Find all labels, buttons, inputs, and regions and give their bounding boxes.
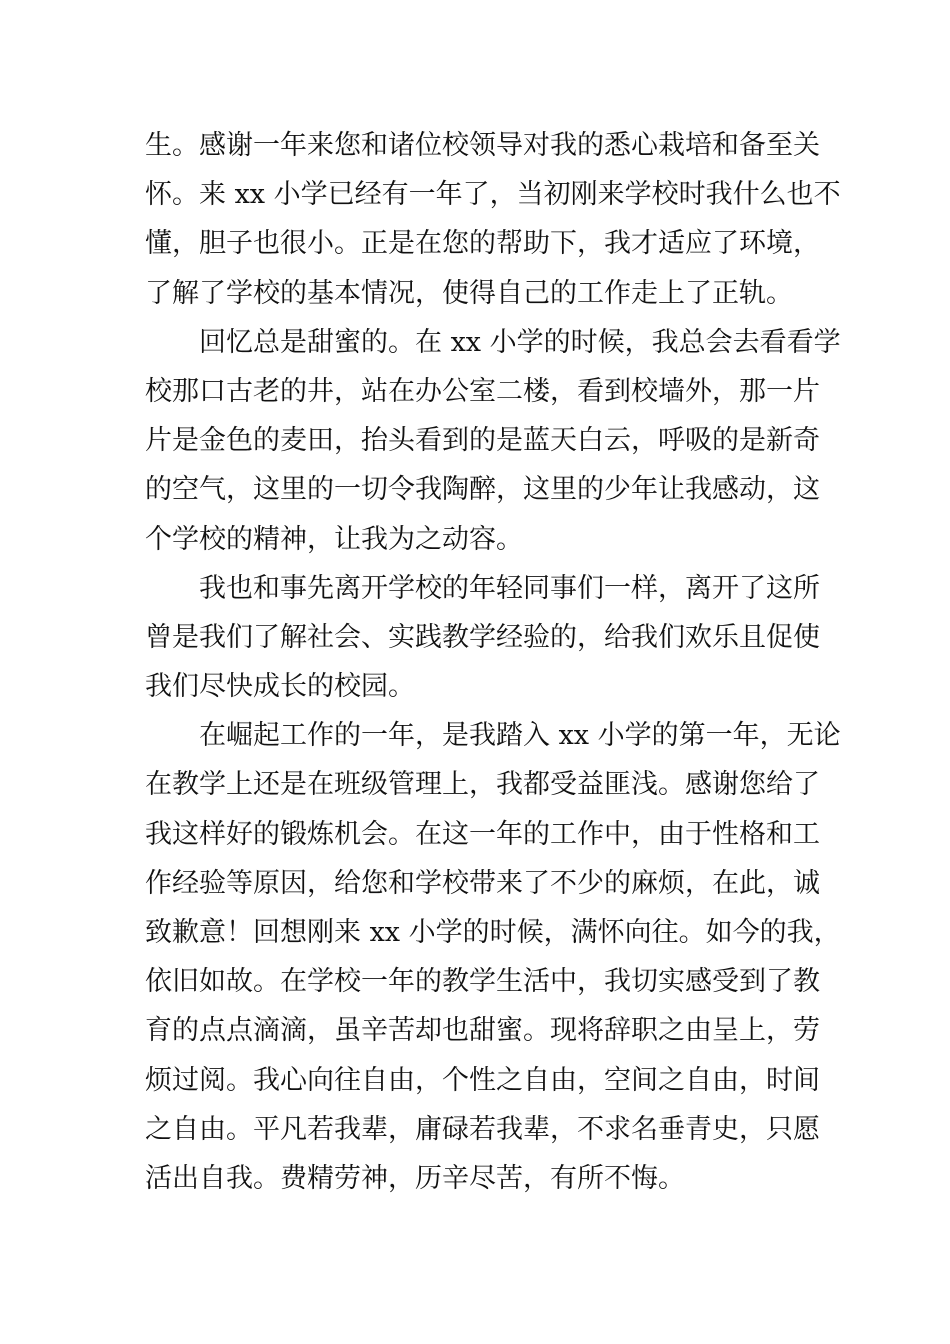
paragraph-line: 怀。来 xx 小学已经有一年了，当初刚来学校时我什么也不 <box>145 179 841 211</box>
paragraph-line: 烦过阅。我心向往自由，个性之自由，空间之自由，时间 <box>145 1064 820 1096</box>
paragraph-line: 生。感谢一年来您和诸位校领导对我的悉心栽培和备至关 <box>145 130 820 161</box>
paragraph-line: 作经验等原因，给您和学校带来了不少的麻烦，在此，诚 <box>145 867 820 899</box>
paragraph-line: 之自由。平凡若我辈，庸碌若我辈，不求名垂青史，只愿 <box>145 1113 820 1145</box>
paragraph-line: 我们尽快成长的校园。 <box>145 671 415 703</box>
paragraph-line: 依旧如故。在学校一年的教学生活中，我切实感受到了教 <box>145 966 820 998</box>
paragraph-line: 校那口古老的井，站在办公室二楼，看到校墙外，那一片 <box>145 375 820 407</box>
paragraph-line: 回忆总是甜蜜的。在 xx 小学的时候，我总会去看看学 <box>199 326 841 358</box>
document-body <box>145 121 841 1203</box>
paragraph-line: 个学校的精神，让我为之动容。 <box>145 523 523 555</box>
paragraph-line: 在崛起工作的一年，是我踏入 xx 小学的第一年，无论 <box>199 720 841 752</box>
paragraph-line: 育的点点滴滴，虽辛苦却也甜蜜。现将辞职之由呈上，劳 <box>145 1015 820 1047</box>
paragraph-line: 我也和事先离开学校的年轻同事们一样，离开了这所 <box>199 572 820 604</box>
paragraph-line: 在教学上还是在班级管理上，我都受益匪浅。感谢您给了 <box>145 769 820 801</box>
paragraph-line: 片是金色的麦田，抬头看到的是蓝天白云，呼吸的是新奇 <box>145 425 820 457</box>
paragraph-line: 致歉意！回想刚来 xx 小学的时候，满怀向往。如今的我， <box>145 917 841 948</box>
paragraph-line: 我这样好的锻炼机会。在这一年的工作中，由于性格和工 <box>145 818 820 850</box>
paragraph-line: 活出自我。费精劳神，历辛尽苦，有所不悔。 <box>145 1162 685 1194</box>
paragraph-line: 的空气，这里的一切令我陶醉，这里的少年让我感动，这 <box>145 474 820 506</box>
paragraph-line: 曾是我们了解社会、实践教学经验的，给我们欢乐且促使 <box>145 621 820 653</box>
paragraph-line: 了解了学校的基本情况，使得自己的工作走上了正轨。 <box>145 277 793 309</box>
paragraph-line: 懂，胆子也很小。正是在您的帮助下，我才适应了环境， <box>145 228 820 260</box>
